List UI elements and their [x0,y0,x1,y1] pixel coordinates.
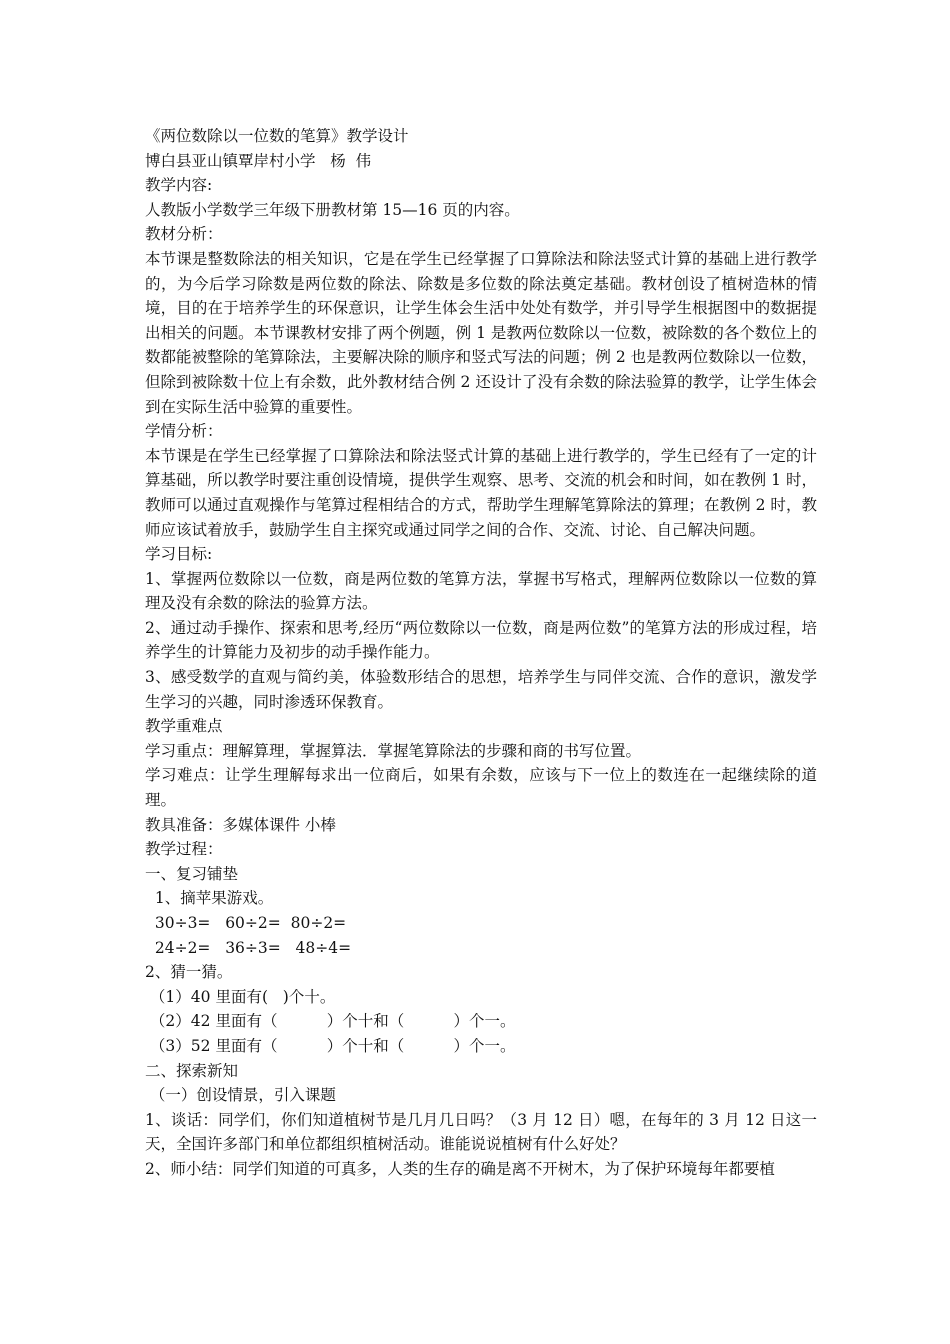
textbook-analysis: 本节课是整数除法的相关知识，它是在学生已经掌握了口算除法和除法竖式计算的基础上进行教学的，为今后学习除数是两位数的除法、除数是多位数的除法奠定基础。教材创设了植树造林的情境，目的在于培养学生的环保意识，让学生体会生活中处处有数学，并引导学生根据图中的数据提出相关的问题。本节课教材安排了两个例题，例 1 是教两位数除以一位数，被除数的各个数位上的数都能被整除的笔算除法，主要解决除的顺序和竖式写法的问题；例 2 也是教两位数除以一位数，但除到被除数十位上有余数，此外教材结合例 2 还设计了没有余数的除法验算的教学，让学生体会到在实际生活中验算的重要性。 [145,249,817,416]
summary-line: 2、师小结：同学们知道的可真多，人类的生存的确是离不开树木，为了保护环境每年都要植 [145,1159,775,1178]
learner-heading: 学情分析： [145,422,223,441]
author-line: 博白县亚山镇覃岸村小学 杨 伟 [145,151,372,170]
goal-item-1: 1、掌握两位数除以一位数，商是两位数的笔算方法，掌握书写格式，理解两位数除以一位数的算理及没有余数的除法的验算方法。 [145,569,817,613]
key-heading: 教学重难点 [145,717,223,736]
explore-heading: 二、探索新知 [145,1061,239,1080]
guess-item-3: （3）52 里面有（ ）个十和（ ）个一。 [145,1036,516,1055]
document-body [145,124,817,1182]
textbook-heading: 教材分析： [145,225,223,244]
game-row-2: 24÷2= 36÷3= 48÷4= [145,938,352,957]
goal-item-2: 2、通过动手操作、探索和思考,经历“两位数除以一位数，商是两位数”的笔算方法的形成过程，培养学生的计算能力及初步的动手操作能力。 [145,618,817,662]
difficult-point: 学习难点：让学生理解每求出一位商后，如果有余数，应该与下一位上的数连在一起继续除的道理。 [145,766,817,810]
guess-item-1: （1）40 里面有( )个十。 [145,987,336,1006]
game-title: 1、摘苹果游戏。 [145,889,274,908]
guess-item-2: （2）42 里面有（ ）个十和（ ）个一。 [145,1012,516,1031]
learner-analysis: 本节课是在学生已经掌握了口算除法和除法竖式计算的基础上进行教学的，学生已经有了一定的计算基础，所以教学时要注重创设情境，提供学生观察、思考、交流的机会和时间，如在教例 1 时，教师可以通过直观操作与笔算过程相结合的方式，帮助学生理解笔算除法的算理；在教例 2 时，教师应该试着放手，鼓励学生自主探究或通过同学之间的合作、交流、讨论、自己解决问题。 [145,446,817,539]
key-point: 学习重点：理解算理，掌握算法．掌握笔算除法的步骤和商的书写位置。 [145,741,642,760]
talk-paragraph: 1、谈话：同学们，你们知道植树节是几月几日吗？（3 月 12 日）嗯，在每年的 3 月 12 日这一天，全国许多部门和单位都组织植树活动。谁能说说植树有什么好处？ [145,1110,817,1154]
content-heading: 教学内容: [145,176,213,195]
teaching-tools: 教具准备：多媒体课件 小棒 [145,815,336,834]
guess-title: 2、猜一猜。 [145,963,233,982]
goals-heading: 学习目标: [145,545,213,564]
process-heading: 教学过程： [145,840,223,859]
document-title: 《两位数除以一位数的笔算》教学设计 [145,127,409,145]
goal-item-3: 3、感受数学的直观与简约美，体验数形结合的思想，培养学生与同伴交流、合作的意识，激发学生学习的兴趣，同时渗透环保教育。 [145,668,817,711]
review-heading: 一、复习铺垫 [145,864,239,883]
content-text: 人教版小学数学三年级下册教材第 15—16 页的内容。 [145,200,520,219]
scene-heading: （一）创设情景，引入课题 [145,1086,336,1105]
game-row-1: 30÷3= 60÷2= 80÷2= [145,914,347,932]
